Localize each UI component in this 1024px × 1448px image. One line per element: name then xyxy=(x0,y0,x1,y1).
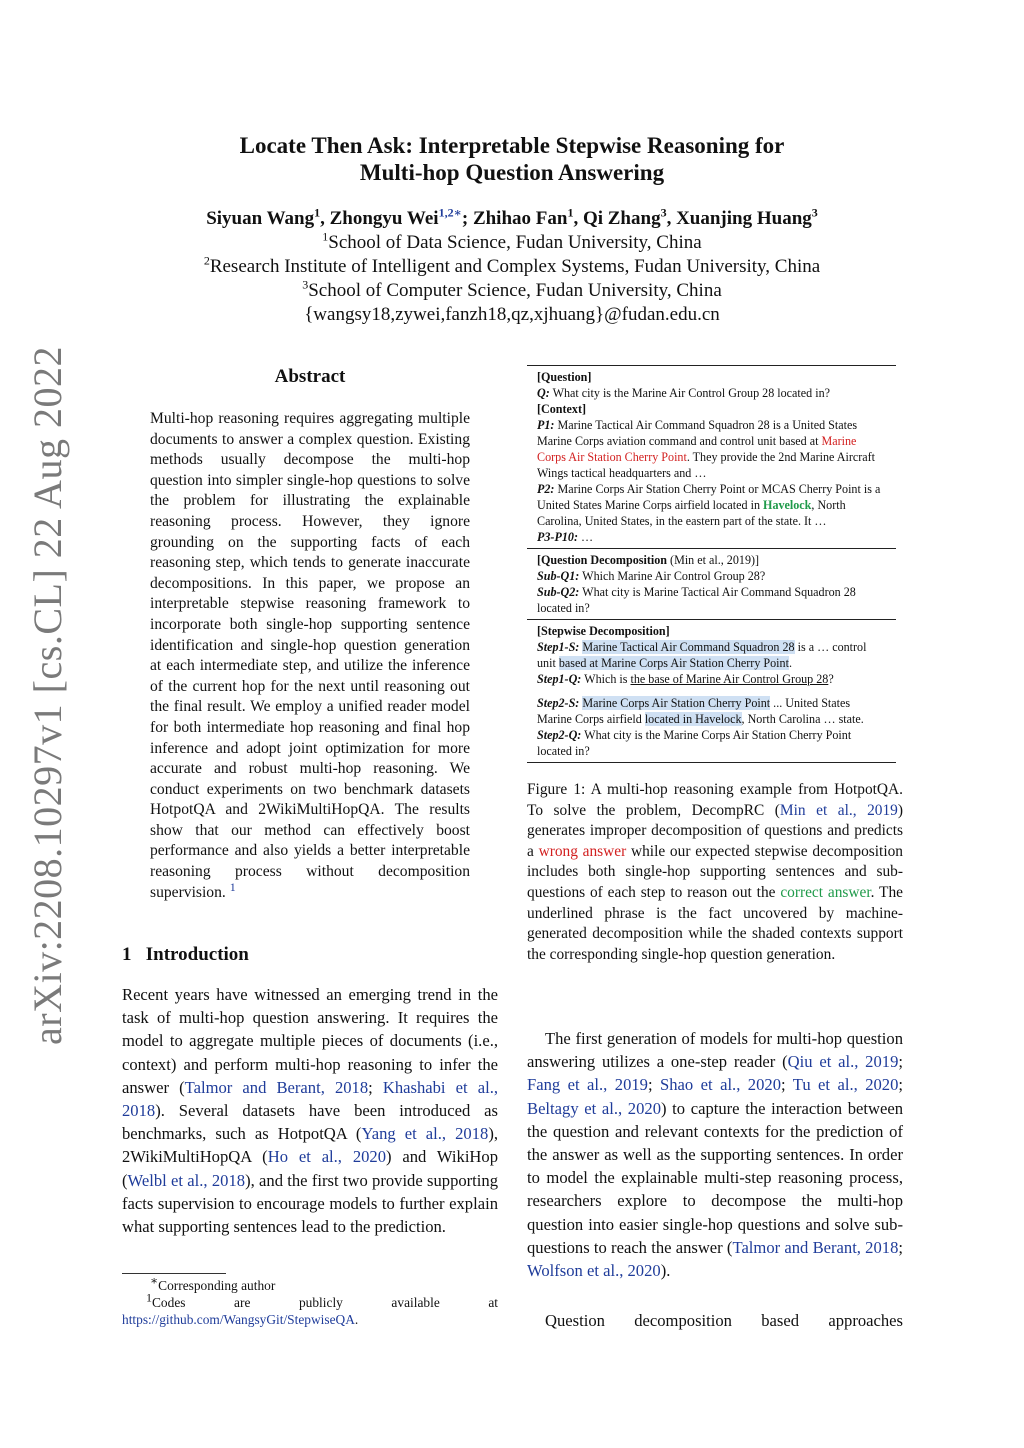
citation[interactable]: Khashabi et al., 2018 xyxy=(122,1077,499,1121)
author: Xuanjing Huang$^3$ xyxy=(676,205,818,229)
citation[interactable]: Beltagy et al., 2020 xyxy=(527,1098,661,1118)
citation[interactable]: Fang et al., 2019 xyxy=(527,1075,648,1095)
abstract-heading: Abstract xyxy=(274,366,346,387)
footnote-marker[interactable]: 1 xyxy=(229,879,236,894)
citation[interactable]: Talmor and Berant, 2018 xyxy=(732,1237,899,1257)
citation[interactable]: Shao et al., 2020 xyxy=(660,1075,781,1095)
affiliation: $^2$Research Institute of Intelligent and Complex Systems, Fudan University, China xyxy=(203,253,821,277)
footnote-corresponding: ∗Corresponding author xyxy=(150,1273,276,1293)
code-link[interactable]: https://github.com/WangsyGit/StepwiseQA xyxy=(122,1312,355,1327)
body-paragraph-2: Question decomposition based approaches xyxy=(545,1311,903,1330)
author: Zhongyu Wei$^{1,2∗}$; xyxy=(329,205,473,229)
title-line-2: Multi-hop Question Answering xyxy=(359,160,665,185)
citation[interactable]: Yang et al., 2018 xyxy=(361,1124,489,1144)
section-number: 1 xyxy=(122,944,132,965)
intro-paragraph: Recent years have witnessed an emerging trend in the task of multi-hop question answering. It requires the model to aggregate multiple pieces of documents (i.e., context) and perform multi-hop reasoning to infer the answer (Talmor and Berant, 2018; Khashabi et al., 2018). Several datasets have been introduced as benchmarks, such as HotpotQA (Yang et al., 2018), 2WikiMultiHopQA (Ho et al., 2020) and WikiHop (Welbl et al., 2018), and the first two provide supporting facts supervision to encourage models to further explain what supporting sentences lead to the prediction. xyxy=(122,985,499,1237)
affiliations xyxy=(0,231,1024,327)
author-list xyxy=(0,207,1024,231)
paper-title xyxy=(0,132,1024,186)
section-title: Introduction xyxy=(145,944,249,965)
figure-decomposition-block: [Question Decomposition (Min et al., 2019)] Sub-Q1: Which Marine Air Control Group 28? Sub-Q2: What city is Marine Tactical Air Command Squadron 28 located in? xyxy=(537,553,856,615)
citation[interactable]: Ho et al., 2020 xyxy=(267,1147,387,1167)
arxiv-stamp: arXiv:2208.10297v1 [cs.CL] 22 Aug 2022 xyxy=(25,346,70,1045)
footnotes xyxy=(122,1273,498,1328)
citation[interactable]: Tu et al., 2020 xyxy=(792,1075,899,1095)
footnote-divider xyxy=(122,1273,226,1274)
affiliation: $^3$School of Computer Science, Fudan University, China xyxy=(302,277,722,301)
figure-caption: Figure 1: A multi-hop reasoning example from HotpotQA. To solve the problem, DecompRC (Min et al., 2019) generates improper decomposition of questions and predicts a wrong answer while our expected stepwise decomposition includes both single-hop supporting sentences and sub-questions of each step to reason out the correct answer. The underlined phrase is the fact uncovered by machine-generated decomposition while the shaded contexts support the corresponding single-hop question generation. xyxy=(527,781,904,963)
figure-question-block: [Question] Q: What city is the Marine Air Control Group 28 located in? [Context] P1: Marine Tactical Air Command Squadron 28 is a United States Marine Corps aviation command and control unit based at Marine Corps Air Station Cherry Point. They provide the 2nd Marine Aircraft Wings tactical headquarters and … P2: Marine Corps Air Station Cherry Point or MCAS Cherry Point is a United States Marine Corps airfield located in Havelock, North Carolina, United States, in the eastern part of the state. It … P3-P10: … xyxy=(537,370,881,544)
citation[interactable]: Wolfson et al., 2020 xyxy=(527,1261,661,1281)
author: Zhihao Fan$^1$, xyxy=(472,205,583,229)
citation[interactable]: Min et al., 2019 xyxy=(779,801,898,819)
section-heading-introduction xyxy=(122,944,249,966)
body-paragraph: The first generation of models for multi-hop question answering utilizes a one-step reader (Qiu et al., 2019; Fang et al., 2019; Shao et al., 2020; Tu et al., 2020; Beltagy et al., 2020) to capture the interaction between the question and relevant contexts for the prediction of the answer as well as the supporting sentences. In order to model the explainable multi-step reasoning process, researchers explore to decompose the multi-hop question into easier single-hop questions and solve sub-questions to reach the answer (Talmor and Berant, 2018; Wolfson et al., 2020). xyxy=(527,1029,904,1281)
citation[interactable]: Talmor and Berant, 2018 xyxy=(184,1077,369,1097)
affiliation: $^1$School of Data Science, Fudan University, China xyxy=(322,229,702,253)
author: Siyuan Wang$^1$, xyxy=(206,205,330,229)
figure-stepwise-block: [Stepwise Decomposition] Step1-S: Marine Tactical Air Command Squadron 28 is a … control unit based at Marine Corps Air Station Cherry Point. Step1-Q: Which is the base of Marine Air Control Group 28? Step2-S: Marine Corps Air Station Cherry Point ... United States Marine Corps airfield located in Havelock, North Carolina … state. Step2-Q: What city is the Marine Corps Air Station Cherry Point located in? xyxy=(537,624,867,758)
citation[interactable]: Welbl et al., 2018 xyxy=(127,1170,246,1190)
abstract-body: Multi-hop reasoning requires aggregating multiple documents to answer a complex question. Existing methods usually decompose the multi-hop question into simpler single-hop questions to solve the problem for illustrating the explainable reasoning process. However, they ignore grounding on the supporting facts of each reasoning step, which tends to generate inaccurate decompositions. In this paper, we propose an interpretable stepwise reasoning framework to incorporate both single-hop supporting sentence identification and single-hop question generation at each intermediate step, and utilize the inference of the current hop for the next until reasoning out the final result. We employ a unified reader model for both intermediate hop reasoning and final hop inference and adopt joint optimization for more accurate and robust multi-hop reasoning. We conduct experiments on two benchmark datasets HotpotQA and 2WikiMultiHopQA. The results show that our method can effectively boost performance and also yields a better interpretable reasoning process without decomposition supervision. $^1$ xyxy=(150,410,470,901)
title-line-1: Locate Then Ask: Interpretable Stepwise Reasoning for xyxy=(239,133,785,158)
email: {wangsy18,zywei,fanzh18,qz,xjhuang}@fudan.edu.cn xyxy=(304,304,720,325)
author: Qi Zhang$^3$, xyxy=(582,205,677,229)
footnote-code: $^1$Codes are publicly available at https://github.com/WangsyGit/StepwiseQA. xyxy=(122,1290,498,1327)
citation[interactable]: Qiu et al., 2019 xyxy=(787,1052,899,1072)
figure-1 xyxy=(527,365,896,763)
figure-bottom-rule xyxy=(527,762,896,763)
